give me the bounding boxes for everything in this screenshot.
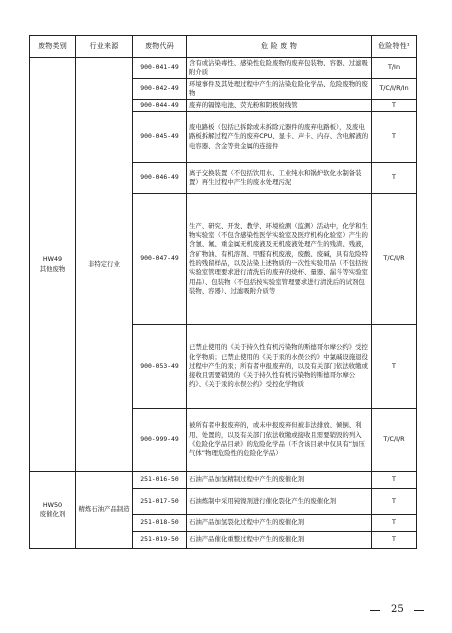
waste-code: 251-018-50 bbox=[133, 515, 187, 532]
hazard-characteristic: T bbox=[372, 472, 417, 489]
waste-code: 900-041-49 bbox=[133, 58, 187, 79]
hazard-characteristic: T bbox=[372, 325, 417, 409]
header-code: 废物代码 bbox=[133, 36, 187, 58]
waste-code: 251-016-50 bbox=[133, 472, 187, 489]
footer-dash-left bbox=[370, 610, 380, 611]
waste-description: 废弃的镉镍电池、荧光粉和阴极射线管 bbox=[187, 100, 372, 112]
hazard-characteristic: T bbox=[372, 532, 417, 549]
waste-code: 900-045-49 bbox=[133, 112, 187, 163]
hazard-characteristic: T bbox=[372, 515, 417, 532]
table-row bbox=[30, 58, 417, 79]
waste-code: 900-042-49 bbox=[133, 79, 187, 100]
footer-dash-right bbox=[414, 610, 424, 611]
header-industry: 行业来源 bbox=[76, 36, 133, 58]
waste-code: 900-999-49 bbox=[133, 409, 187, 472]
hazardous-waste-table bbox=[29, 35, 417, 549]
waste-description: 生产、研究、开发、教学、环境检测（监测）活动中，化学和生物实验室（不包含感染性医学实验室及医疗机构化验室）产生的含氰、氟、重金属无机废液及无机废液处理产生的残渣、残液，含矿物油、有机溶剂、甲醛有机废液，废酸、废碱，具有危险特性的残留样品，以及沾染上述物质的一次性实验用品（不包括按实验室管理要求进行清洗后的废弃的烧杯、量器、漏斗等实验室用品）、包装物（不包括按实验室管理要求进行清洗后的试剂包装物、容器）、过滤吸附介质等 bbox=[187, 194, 372, 325]
page-footer bbox=[370, 603, 426, 617]
waste-code: 900-047-49 bbox=[133, 194, 187, 325]
waste-code: 251-019-50 bbox=[133, 532, 187, 549]
industry-cell: 精炼石油产品制造 bbox=[76, 472, 133, 549]
header-description: 危 险 废 物 bbox=[187, 36, 372, 58]
category-code: HW50 bbox=[42, 500, 63, 509]
hazard-characteristic: T bbox=[372, 112, 417, 163]
hazard-characteristic: T/C/I/R/In bbox=[372, 79, 417, 100]
page-number: 25 bbox=[391, 604, 404, 615]
waste-description: 石油产品加氢精制过程中产生的废催化剂 bbox=[187, 472, 372, 489]
waste-description: 石油产品催化重整过程中产生的废催化剂 bbox=[187, 532, 372, 549]
hazard-characteristic: T/In bbox=[372, 58, 417, 79]
category-cell bbox=[30, 472, 76, 549]
waste-description: 被所有者申报废弃的，或未申报废弃但被非法排放、倾倒、利用、处置的，以及有关部门依法收缴或接收且需要销毁的列入《危险化学品目录》的危险化学品（不含该目录中仅具有“加压气体”物理危险性的危险化学品） bbox=[187, 409, 372, 472]
table-header-row bbox=[30, 36, 417, 58]
waste-description: 已禁止使用的《关于持久性有机污染物的斯德哥尔摩公约》受控化学物质；已禁止使用的《关于汞的水俣公约》中氯碱设施退役过程中产生的汞；所有者申报废弃的，以及有关部门依法收缴或接收且需要销毁的《关于持久性有机污染物的斯德哥尔摩公约》、《关于汞的水俣公约》受控化学物质 bbox=[187, 325, 372, 409]
hazard-characteristic: T bbox=[372, 489, 417, 515]
waste-code: 900-044-49 bbox=[133, 100, 187, 112]
hazard-characteristic: T bbox=[372, 163, 417, 194]
category-name: 废催化剂 bbox=[39, 510, 66, 518]
category-cell bbox=[30, 58, 76, 472]
header-characteristic: 危险特性¹ bbox=[372, 36, 417, 58]
header-category: 废物类别 bbox=[30, 36, 76, 58]
waste-description: 废电路板（包括已拆除或未拆除元器件的废弃电路板），及废电路板拆解过程产生的废弃CPU、显卡、声卡、内存、含电解液的电容器、含金等贵金属的连接件 bbox=[187, 112, 372, 163]
industry-cell: 非特定行业 bbox=[76, 58, 133, 472]
hazard-characteristic: T/C/I/R bbox=[372, 194, 417, 325]
waste-description: 石油炼制中采用钝镍剂进行催化裂化产生的废催化剂 bbox=[187, 489, 372, 515]
hazard-characteristic: T bbox=[372, 100, 417, 112]
category-name: 其他废物 bbox=[39, 264, 66, 273]
hazard-characteristic: T/C/I/R bbox=[372, 409, 417, 472]
waste-description: 环境事件及其处理过程中产生的沾染危险化学品、危险废物的废物 bbox=[187, 79, 372, 100]
waste-code: 251-017-50 bbox=[133, 489, 187, 515]
waste-description: 石油产品加氢裂化过程中产生的废催化剂 bbox=[187, 515, 372, 532]
table-row bbox=[30, 472, 417, 489]
waste-description: 含有或沾染毒性、感染性危险废物的废弃包装物、容器、过滤吸附介质 bbox=[187, 58, 372, 79]
category-code: HW49 bbox=[42, 255, 63, 264]
waste-description: 离子交换装置（不包括饮用水、工业纯水和锅炉软化水制备装置）再生过程中产生的废水处理污泥 bbox=[187, 163, 372, 194]
waste-code: 900-046-49 bbox=[133, 163, 187, 194]
waste-code: 900-053-49 bbox=[133, 325, 187, 409]
